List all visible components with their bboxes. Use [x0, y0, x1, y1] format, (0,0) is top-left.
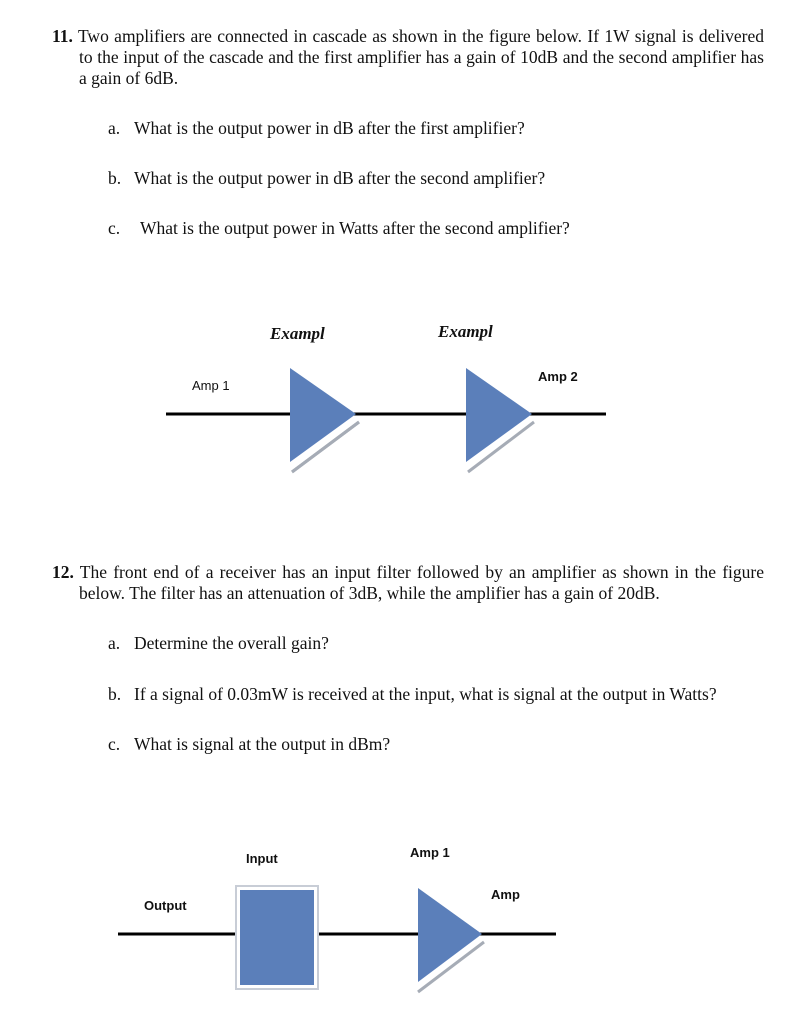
item-text: What is the output power in dB after the first amplifier?: [134, 118, 525, 138]
filter-block: [240, 890, 314, 985]
item-text: What is the output power in dB after the second amplifier?: [134, 168, 546, 188]
item-text: If a signal of 0.03mW is received at the input, what is signal at the output in Watts?: [134, 684, 717, 704]
question-12-number: 12.: [52, 562, 74, 582]
item-letter: a.: [108, 118, 121, 138]
item-letter: c.: [108, 734, 121, 754]
item-text: What is signal at the output in dBm?: [134, 734, 391, 754]
item-text: What is the output power in Watts after the second amplifier?: [140, 218, 570, 238]
question-12-text: The front end of a receiver has an input filter followed by an amplifier as shown in the figure below. The filter has an attenuation of 3dB, while the amplifier has a gain of 20dB.: [79, 562, 765, 603]
item-letter: a.: [108, 633, 121, 653]
item-letter: b.: [108, 684, 122, 704]
amp-label: Amp: [491, 887, 520, 902]
question-11-number: 11.: [52, 26, 73, 46]
question-11: [52, 26, 764, 89]
question-12-item-c: [108, 734, 390, 755]
question-11-item-a: [108, 118, 525, 139]
input-label: Input: [246, 851, 278, 866]
question-11-item-c: [108, 218, 570, 239]
figure-cascade-amplifiers: [0, 310, 811, 480]
item-letter: c.: [108, 218, 121, 238]
example-label-1: Exampl: [270, 324, 325, 343]
cascade-diagram: [0, 310, 811, 480]
question-11-text: Two amplifiers are connected in cascade as shown in the figure below. If 1W signal is delivered to the input of the cascade and the first amplifier has a gain of 10dB and the second amplifier has a gain of 6dB.: [77, 26, 764, 88]
figure-receiver-front-end: [0, 830, 811, 1000]
question-11-item-b: [108, 168, 545, 189]
output-label: Output: [144, 898, 187, 913]
amp1-label: Amp 1: [410, 845, 450, 860]
question-12-item-a: [108, 633, 329, 654]
question-12: [52, 562, 764, 604]
item-letter: b.: [108, 168, 122, 188]
question-12-item-b: [108, 684, 717, 705]
receiver-diagram: [0, 830, 811, 1000]
amp2-label: Amp 2: [538, 369, 578, 384]
amp1-label: Amp 1: [192, 378, 230, 393]
item-text: Determine the overall gain?: [134, 633, 329, 653]
example-label-2: Exampl: [438, 322, 493, 341]
